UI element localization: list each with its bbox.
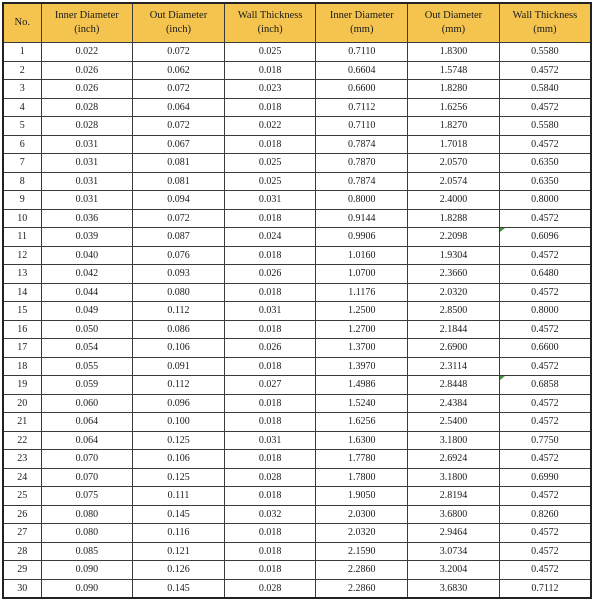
table-row <box>3 154 591 173</box>
row-number-cell: 29 <box>3 561 41 580</box>
table-cell: 1.6300 <box>316 431 408 450</box>
tube-size-chart-page <box>0 2 600 602</box>
row-number-cell: 26 <box>3 505 41 524</box>
table-cell: 1.1176 <box>316 283 408 302</box>
table-cell: 2.0570 <box>408 154 500 173</box>
table-cell: 2.0320 <box>316 524 408 543</box>
table-cell: 0.7112 <box>316 98 408 117</box>
row-number-cell: 21 <box>3 413 41 432</box>
table-cell: 1.8300 <box>408 43 500 62</box>
table-row <box>3 413 591 432</box>
table-cell: 0.075 <box>41 487 133 506</box>
table-cell: 0.4572 <box>499 98 591 117</box>
table-cell: 0.9144 <box>316 209 408 228</box>
table-row <box>3 357 591 376</box>
table-cell: 0.031 <box>224 191 316 210</box>
table-cell: 0.018 <box>224 320 316 339</box>
table-cell: 2.8194 <box>408 487 500 506</box>
table-cell: 0.8260 <box>499 505 591 524</box>
table-row <box>3 117 591 136</box>
table-cell: 0.8000 <box>499 191 591 210</box>
table-cell: 0.8000 <box>499 302 591 321</box>
column-header-inner-dia-mm <box>316 3 408 43</box>
table-cell: 0.026 <box>41 61 133 80</box>
table-cell: 0.031 <box>224 302 316 321</box>
column-header-wall-thick-mm <box>499 3 591 43</box>
table-cell: 0.072 <box>133 80 225 99</box>
table-row <box>3 376 591 395</box>
table-row <box>3 561 591 580</box>
table-cell: 0.064 <box>133 98 225 117</box>
table-cell: 0.111 <box>133 487 225 506</box>
table-cell: 0.4572 <box>499 450 591 469</box>
table-cell: 0.027 <box>224 376 316 395</box>
table-row <box>3 431 591 450</box>
table-cell: 1.4986 <box>316 376 408 395</box>
table-cell: 1.8270 <box>408 117 500 136</box>
table-cell: 1.6256 <box>316 413 408 432</box>
column-unit: (mm) <box>533 24 557 35</box>
table-cell: 0.4572 <box>499 542 591 561</box>
table-cell: 0.031 <box>41 191 133 210</box>
table-cell: 0.4572 <box>499 209 591 228</box>
table-cell: 0.080 <box>41 524 133 543</box>
table-cell: 1.3700 <box>316 339 408 358</box>
table-cell: 3.1800 <box>408 468 500 487</box>
table-cell: 0.036 <box>41 209 133 228</box>
table-cell: 0.4572 <box>499 487 591 506</box>
table-cell: 0.090 <box>41 579 133 598</box>
table-cell: 0.6350 <box>499 172 591 191</box>
table-cell: 0.116 <box>133 524 225 543</box>
table-row <box>3 43 591 62</box>
table-cell: 0.032 <box>224 505 316 524</box>
column-label: Inner Diameter <box>54 9 119 21</box>
table-cell: 0.060 <box>41 394 133 413</box>
table-header <box>3 3 591 43</box>
table-row <box>3 542 591 561</box>
table-row <box>3 209 591 228</box>
table-row <box>3 172 591 191</box>
table-cell: 0.4572 <box>499 524 591 543</box>
table-cell: 0.7110 <box>316 117 408 136</box>
table-cell: 0.025 <box>224 154 316 173</box>
table-cell-with-green-mark: 0.6096 <box>499 228 591 247</box>
table-cell: 0.018 <box>224 135 316 154</box>
table-row <box>3 98 591 117</box>
table-cell: 0.028 <box>224 579 316 598</box>
table-cell: 0.054 <box>41 339 133 358</box>
table-cell: 0.064 <box>41 431 133 450</box>
table-cell: 1.0160 <box>316 246 408 265</box>
table-cell: 0.090 <box>41 561 133 580</box>
table-cell: 2.2860 <box>316 561 408 580</box>
column-unit: (mm) <box>350 24 374 35</box>
table-cell: 0.018 <box>224 542 316 561</box>
table-cell: 0.018 <box>224 283 316 302</box>
table-cell: 0.080 <box>133 283 225 302</box>
table-cell: 0.6604 <box>316 61 408 80</box>
row-number-cell: 3 <box>3 80 41 99</box>
table-cell: 0.4572 <box>499 320 591 339</box>
table-row <box>3 80 591 99</box>
table-cell: 1.6256 <box>408 98 500 117</box>
row-number-cell: 30 <box>3 579 41 598</box>
table-cell: 0.018 <box>224 61 316 80</box>
table-cell: 0.6350 <box>499 154 591 173</box>
table-row <box>3 191 591 210</box>
table-cell: 0.085 <box>41 542 133 561</box>
table-cell: 0.070 <box>41 450 133 469</box>
table-cell: 1.7780 <box>316 450 408 469</box>
table-body <box>3 43 591 599</box>
table-row <box>3 283 591 302</box>
table-cell: 0.4572 <box>499 246 591 265</box>
table-cell: 3.6830 <box>408 579 500 598</box>
table-cell: 0.125 <box>133 431 225 450</box>
table-cell: 2.2098 <box>408 228 500 247</box>
table-cell: 0.044 <box>41 283 133 302</box>
table-cell: 0.145 <box>133 505 225 524</box>
table-cell: 0.055 <box>41 357 133 376</box>
header-row <box>3 3 591 43</box>
row-number-cell: 18 <box>3 357 41 376</box>
table-cell: 0.018 <box>224 524 316 543</box>
table-cell: 2.3114 <box>408 357 500 376</box>
table-cell: 0.112 <box>133 376 225 395</box>
table-cell: 2.6900 <box>408 339 500 358</box>
row-number-cell: 10 <box>3 209 41 228</box>
table-cell: 1.2700 <box>316 320 408 339</box>
column-header-no <box>3 3 41 43</box>
table-row <box>3 61 591 80</box>
row-number-cell: 1 <box>3 43 41 62</box>
row-number-cell: 15 <box>3 302 41 321</box>
table-cell-with-green-mark: 0.6858 <box>499 376 591 395</box>
table-cell: 0.018 <box>224 561 316 580</box>
table-cell: 0.028 <box>41 117 133 136</box>
column-header-out-dia-mm <box>408 3 500 43</box>
table-cell: 2.3660 <box>408 265 500 284</box>
table-cell: 0.067 <box>133 135 225 154</box>
row-number-cell: 27 <box>3 524 41 543</box>
row-number-cell: 8 <box>3 172 41 191</box>
table-cell: 0.125 <box>133 468 225 487</box>
row-number-cell: 4 <box>3 98 41 117</box>
column-header-inner-dia-inch <box>41 3 133 43</box>
table-cell: 0.100 <box>133 413 225 432</box>
table-cell: 0.6990 <box>499 468 591 487</box>
row-number-cell: 23 <box>3 450 41 469</box>
table-cell: 0.4572 <box>499 135 591 154</box>
row-number-cell: 13 <box>3 265 41 284</box>
table-cell: 2.0574 <box>408 172 500 191</box>
table-cell: 1.5240 <box>316 394 408 413</box>
table-cell: 0.093 <box>133 265 225 284</box>
tube-size-table <box>2 2 592 599</box>
table-cell: 1.2500 <box>316 302 408 321</box>
table-cell: 0.025 <box>224 172 316 191</box>
table-cell: 0.081 <box>133 154 225 173</box>
table-cell: 0.7110 <box>316 43 408 62</box>
table-cell: 0.6600 <box>499 339 591 358</box>
column-label: Inner Diameter <box>329 9 394 21</box>
table-cell: 1.3970 <box>316 357 408 376</box>
row-number-cell: 28 <box>3 542 41 561</box>
table-cell: 0.028 <box>41 98 133 117</box>
table-cell: 0.7112 <box>499 579 591 598</box>
table-cell: 0.7874 <box>316 172 408 191</box>
table-cell: 1.9304 <box>408 246 500 265</box>
table-cell: 0.106 <box>133 450 225 469</box>
table-cell: 1.8288 <box>408 209 500 228</box>
table-cell: 0.031 <box>41 135 133 154</box>
column-unit: (inch) <box>74 24 100 35</box>
table-cell: 0.031 <box>41 154 133 173</box>
table-cell: 0.042 <box>41 265 133 284</box>
table-cell: 0.087 <box>133 228 225 247</box>
table-cell: 0.5840 <box>499 80 591 99</box>
table-row <box>3 450 591 469</box>
table-cell: 0.018 <box>224 98 316 117</box>
table-cell: 0.076 <box>133 246 225 265</box>
table-cell: 3.6800 <box>408 505 500 524</box>
table-cell: 0.072 <box>133 117 225 136</box>
table-cell: 0.024 <box>224 228 316 247</box>
table-row <box>3 394 591 413</box>
table-cell: 0.112 <box>133 302 225 321</box>
table-cell: 0.022 <box>41 43 133 62</box>
table-cell: 0.070 <box>41 468 133 487</box>
table-cell: 0.126 <box>133 561 225 580</box>
row-number-cell: 11 <box>3 228 41 247</box>
table-cell: 0.072 <box>133 209 225 228</box>
table-cell: 0.018 <box>224 357 316 376</box>
table-cell: 2.8500 <box>408 302 500 321</box>
row-number-cell: 22 <box>3 431 41 450</box>
table-cell: 0.094 <box>133 191 225 210</box>
table-cell: 1.7800 <box>316 468 408 487</box>
table-cell: 0.5580 <box>499 117 591 136</box>
table-cell: 0.025 <box>224 43 316 62</box>
table-cell: 2.1844 <box>408 320 500 339</box>
table-cell: 0.106 <box>133 339 225 358</box>
row-number-cell: 20 <box>3 394 41 413</box>
table-cell: 0.040 <box>41 246 133 265</box>
column-label: Out Diameter <box>149 9 208 21</box>
table-cell: 0.7870 <box>316 154 408 173</box>
table-cell: 0.023 <box>224 80 316 99</box>
column-label: Out Diameter <box>424 9 483 21</box>
table-cell: 3.0734 <box>408 542 500 561</box>
table-cell: 0.145 <box>133 579 225 598</box>
table-cell: 0.9906 <box>316 228 408 247</box>
row-number-cell: 9 <box>3 191 41 210</box>
table-row <box>3 579 591 598</box>
table-row <box>3 302 591 321</box>
row-number-cell: 25 <box>3 487 41 506</box>
table-cell: 0.064 <box>41 413 133 432</box>
table-cell: 2.9464 <box>408 524 500 543</box>
table-row <box>3 320 591 339</box>
table-cell: 0.026 <box>224 339 316 358</box>
table-cell: 0.086 <box>133 320 225 339</box>
table-cell: 0.8000 <box>316 191 408 210</box>
table-cell: 0.6600 <box>316 80 408 99</box>
column-unit: (mm) <box>441 24 466 35</box>
table-cell: 0.018 <box>224 394 316 413</box>
table-cell: 0.072 <box>133 43 225 62</box>
table-row <box>3 265 591 284</box>
table-cell: 1.8280 <box>408 80 500 99</box>
table-cell: 0.031 <box>224 431 316 450</box>
table-cell: 2.0300 <box>316 505 408 524</box>
row-number-cell: 24 <box>3 468 41 487</box>
row-number-cell: 12 <box>3 246 41 265</box>
table-cell: 0.022 <box>224 117 316 136</box>
table-cell: 0.018 <box>224 209 316 228</box>
table-cell: 0.018 <box>224 450 316 469</box>
column-label: Wall Thickness <box>237 9 303 21</box>
table-cell: 0.050 <box>41 320 133 339</box>
table-cell: 2.8448 <box>408 376 500 395</box>
row-number-cell: 7 <box>3 154 41 173</box>
table-cell: 2.5400 <box>408 413 500 432</box>
column-unit: (inch) <box>257 24 283 35</box>
table-row <box>3 505 591 524</box>
table-cell: 0.096 <box>133 394 225 413</box>
table-row <box>3 246 591 265</box>
row-number-cell: 17 <box>3 339 41 358</box>
table-row <box>3 228 591 247</box>
row-number-cell: 2 <box>3 61 41 80</box>
table-cell: 0.039 <box>41 228 133 247</box>
table-cell: 0.018 <box>224 246 316 265</box>
table-row <box>3 487 591 506</box>
table-cell: 0.028 <box>224 468 316 487</box>
table-cell: 2.6924 <box>408 450 500 469</box>
table-cell: 0.081 <box>133 172 225 191</box>
table-cell: 0.018 <box>224 413 316 432</box>
table-cell: 0.7750 <box>499 431 591 450</box>
table-cell: 0.062 <box>133 61 225 80</box>
table-cell: 3.1800 <box>408 431 500 450</box>
column-label: No. <box>14 16 30 28</box>
table-cell: 0.4572 <box>499 413 591 432</box>
table-cell: 2.4384 <box>408 394 500 413</box>
table-row <box>3 339 591 358</box>
row-number-cell: 16 <box>3 320 41 339</box>
column-label: Wall Thickness <box>512 9 578 21</box>
table-cell: 2.4000 <box>408 191 500 210</box>
table-cell: 0.080 <box>41 505 133 524</box>
table-cell: 0.4572 <box>499 357 591 376</box>
table-cell: 2.1590 <box>316 542 408 561</box>
column-header-out-dia-inch <box>133 3 225 43</box>
table-cell: 1.0700 <box>316 265 408 284</box>
table-cell: 1.7018 <box>408 135 500 154</box>
row-number-cell: 14 <box>3 283 41 302</box>
table-cell: 1.9050 <box>316 487 408 506</box>
table-cell: 2.2860 <box>316 579 408 598</box>
table-cell: 0.7874 <box>316 135 408 154</box>
table-cell: 0.059 <box>41 376 133 395</box>
column-unit: (inch) <box>165 24 192 35</box>
table-cell: 0.091 <box>133 357 225 376</box>
table-cell: 0.018 <box>224 487 316 506</box>
column-header-wall-thick-inch <box>224 3 316 43</box>
table-cell: 0.4572 <box>499 283 591 302</box>
table-row <box>3 524 591 543</box>
table-cell: 0.121 <box>133 542 225 561</box>
table-cell: 0.026 <box>224 265 316 284</box>
table-cell: 3.2004 <box>408 561 500 580</box>
table-cell: 0.049 <box>41 302 133 321</box>
table-cell: 0.4572 <box>499 394 591 413</box>
row-number-cell: 19 <box>3 376 41 395</box>
table-row <box>3 135 591 154</box>
table-cell: 2.0320 <box>408 283 500 302</box>
row-number-cell: 6 <box>3 135 41 154</box>
table-cell: 1.5748 <box>408 61 500 80</box>
table-cell: 0.4572 <box>499 61 591 80</box>
table-cell: 0.6480 <box>499 265 591 284</box>
table-row <box>3 468 591 487</box>
table-cell: 0.4572 <box>499 561 591 580</box>
table-cell: 0.026 <box>41 80 133 99</box>
table-cell: 0.031 <box>41 172 133 191</box>
row-number-cell: 5 <box>3 117 41 136</box>
table-cell: 0.5580 <box>499 43 591 62</box>
